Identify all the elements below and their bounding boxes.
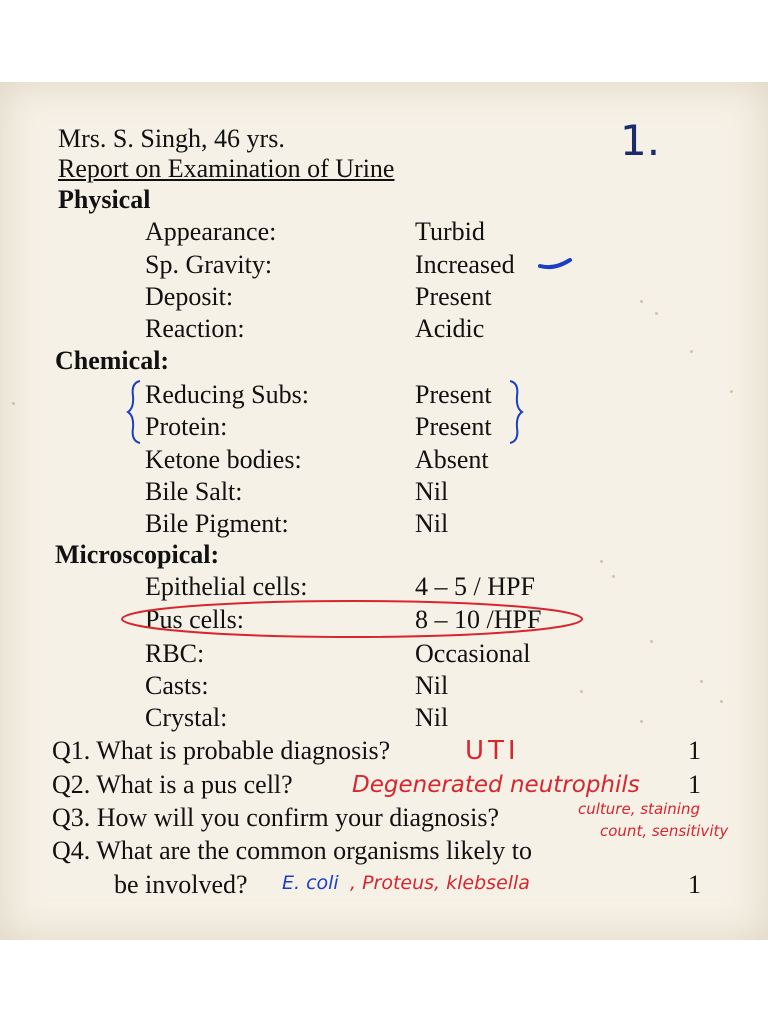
value-reducing-subs: Present xyxy=(415,380,492,409)
label-sp-gravity: Sp. Gravity: xyxy=(145,250,273,279)
label-crystal: Crystal: xyxy=(145,703,228,732)
patient-info: Mrs. S. Singh, 46 yrs. xyxy=(58,124,285,153)
answer-4-blue: E. coli xyxy=(282,872,339,894)
marks-q2: 1 xyxy=(688,770,701,799)
report-title: Report on Examination of Urine xyxy=(58,154,395,183)
answer-4-red: , Proteus, klebsella xyxy=(350,872,530,894)
label-pus-cells: Pus cells: xyxy=(145,605,244,634)
label-protein: Protein: xyxy=(145,412,228,441)
value-crystal: Nil xyxy=(415,703,449,732)
answer-1: UTI xyxy=(465,736,520,766)
right-brace-mark xyxy=(506,378,526,446)
value-bile-pigment: Nil xyxy=(415,509,449,538)
left-brace-mark xyxy=(124,378,144,446)
label-rbc: RBC: xyxy=(145,639,205,668)
answer-3-line-2: count, sensitivity xyxy=(600,822,729,840)
question-3: Q3. How will you confirm your diagnosis? xyxy=(52,803,500,832)
value-sp-gravity: Increased xyxy=(415,250,515,279)
label-reaction: Reaction: xyxy=(145,314,245,343)
value-deposit: Present xyxy=(415,282,492,311)
label-epithelial-cells: Epithelial cells: xyxy=(145,572,308,601)
red-circle-highlight xyxy=(118,598,588,642)
answer-3-line-1: culture, staining xyxy=(578,800,700,818)
label-reducing-subs: Reducing Subs: xyxy=(145,380,309,409)
value-rbc: Occasional xyxy=(415,639,531,668)
value-ketone-bodies: Absent xyxy=(415,445,489,474)
marks-q4: 1 xyxy=(688,870,701,899)
page-number-mark: 1. xyxy=(620,116,661,165)
value-casts: Nil xyxy=(415,671,449,700)
value-pus-cells: 8 – 10 /HPF xyxy=(415,605,542,634)
question-4-continued: be involved? xyxy=(114,870,248,899)
value-reaction: Acidic xyxy=(415,314,485,343)
value-protein: Present xyxy=(415,412,492,441)
label-bile-salt: Bile Salt: xyxy=(145,477,243,506)
value-epithelial-cells: 4 – 5 / HPF xyxy=(415,572,535,601)
answer-2: Degenerated neutrophils xyxy=(352,772,640,798)
value-bile-salt: Nil xyxy=(415,477,449,506)
value-appearance: Turbid xyxy=(415,217,485,246)
blue-tick-mark xyxy=(536,254,576,274)
section-heading-physical: Physical xyxy=(58,185,151,214)
label-deposit: Deposit: xyxy=(145,282,234,311)
question-1: Q1. What is probable diagnosis? xyxy=(52,736,391,765)
label-appearance: Appearance: xyxy=(145,217,277,246)
label-casts: Casts: xyxy=(145,671,209,700)
question-4: Q4. What are the common organisms likely to xyxy=(52,836,532,865)
label-bile-pigment: Bile Pigment: xyxy=(145,509,289,538)
marks-q1: 1 xyxy=(688,736,701,765)
section-heading-chemical: Chemical: xyxy=(55,346,170,375)
label-ketone-bodies: Ketone bodies: xyxy=(145,445,302,474)
section-heading-microscopical: Microscopical: xyxy=(55,540,220,569)
question-2: Q2. What is a pus cell? xyxy=(52,770,293,799)
